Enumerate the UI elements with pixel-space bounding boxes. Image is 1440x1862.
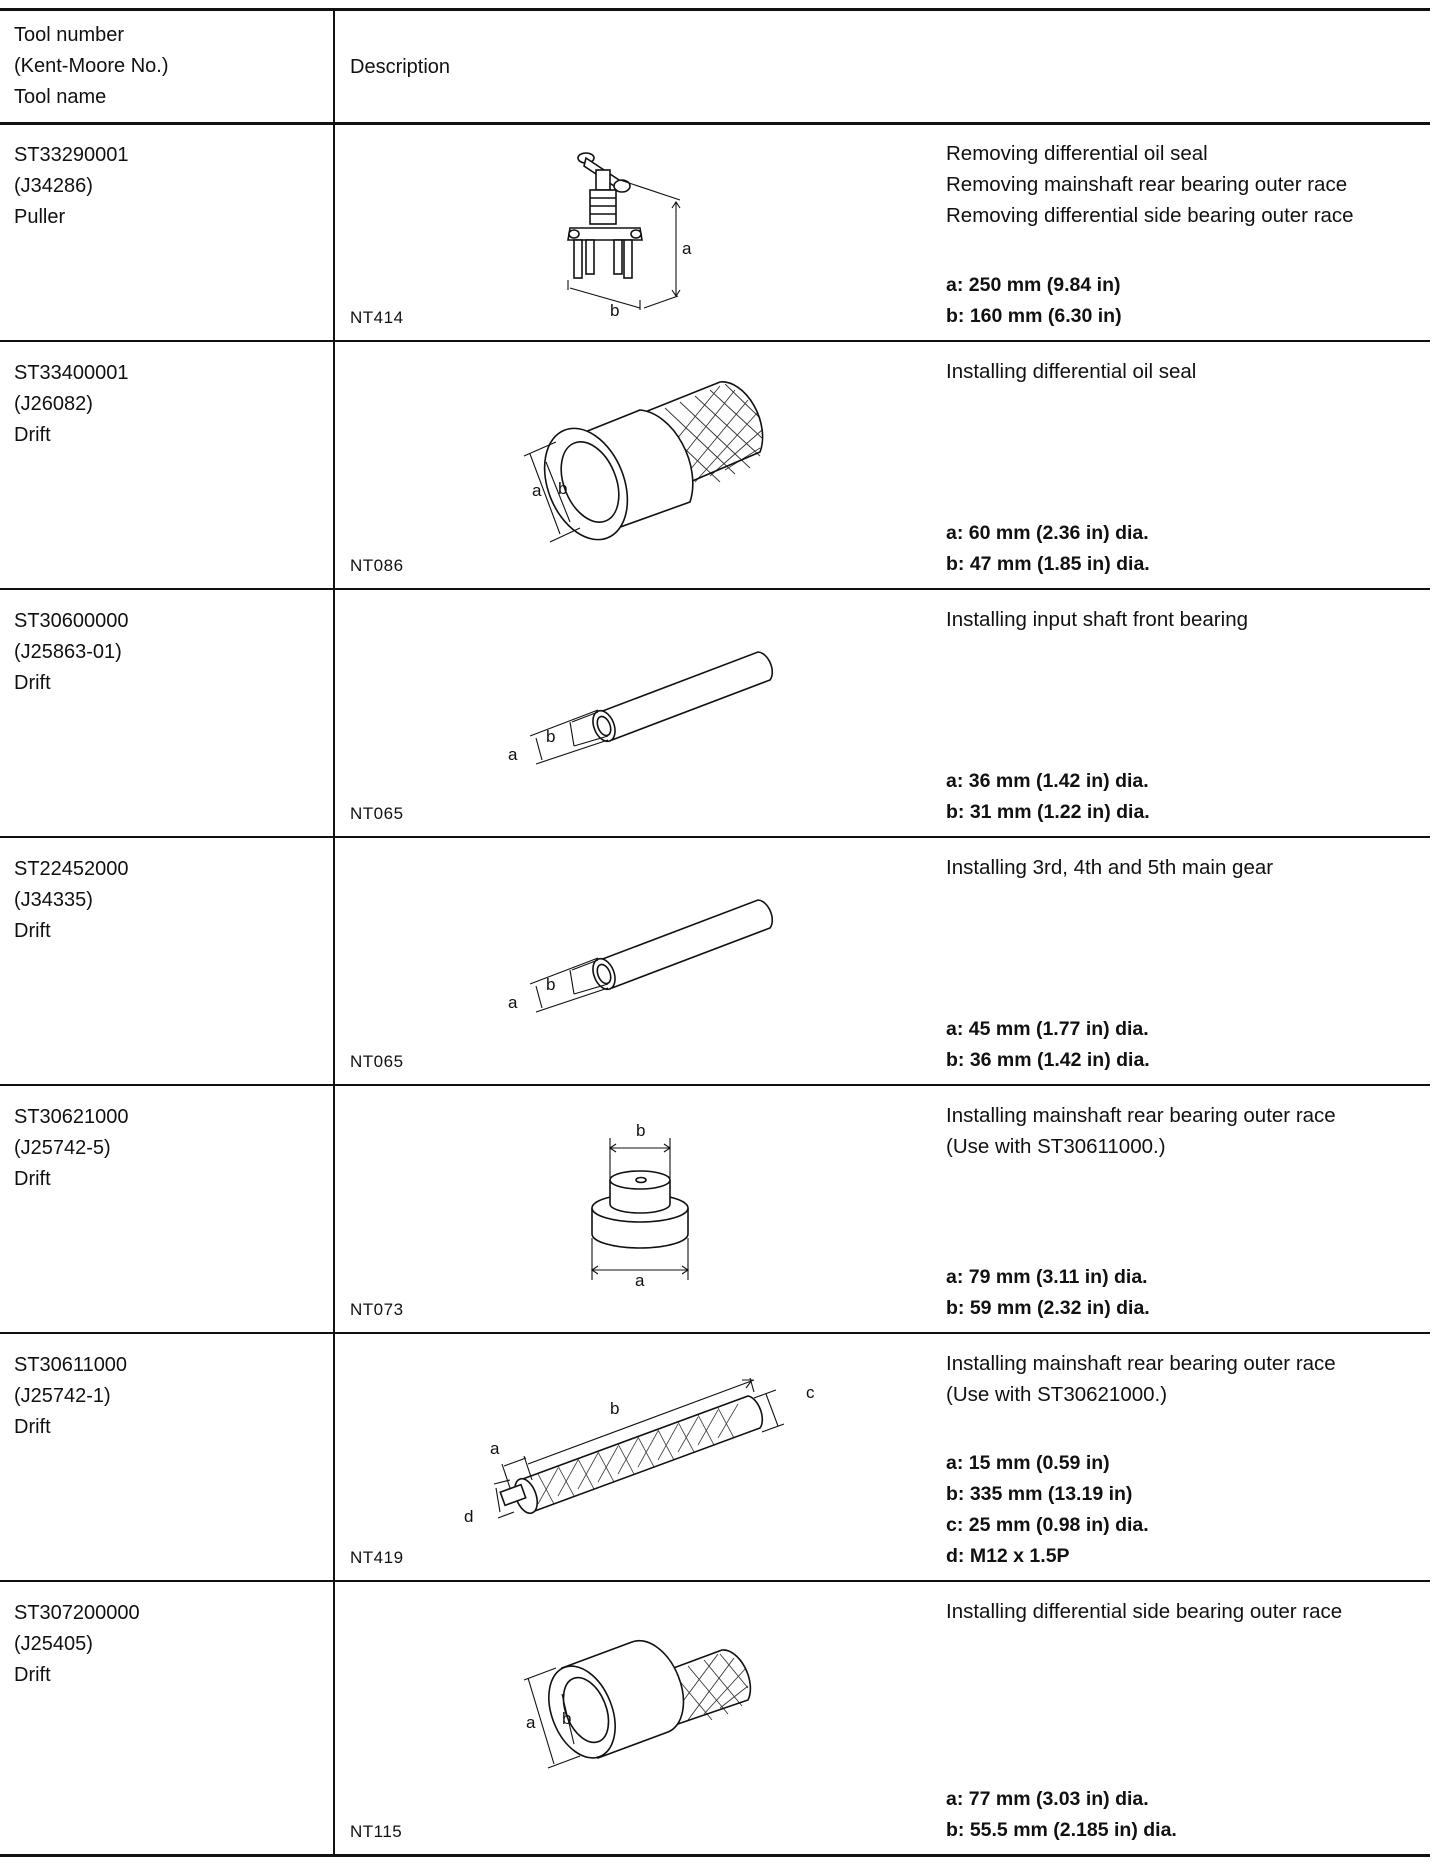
- kent-moore-number: (J34335): [14, 889, 93, 911]
- description-line: Removing differential side bearing outer race: [946, 204, 1354, 227]
- table-row: [0, 342, 1430, 590]
- description: [946, 852, 1426, 883]
- table-row: [0, 124, 1430, 342]
- tool-number: ST307200000: [14, 1602, 140, 1624]
- figure-label: a: [635, 1271, 645, 1290]
- tool-cell: [14, 1102, 129, 1195]
- spec-line: b: 55.5 mm (2.185 in) dia.: [946, 1819, 1177, 1841]
- description-line: Installing differential oil seal: [946, 360, 1197, 383]
- spec-line: b: 335 mm (13.19 in): [946, 1483, 1133, 1505]
- stepped-drift-icon: [580, 1108, 700, 1288]
- tool-cell: [14, 1350, 127, 1443]
- tool-number: ST33400001: [14, 362, 129, 384]
- description-line: (Use with ST30611000.): [946, 1135, 1166, 1158]
- tool-number: ST30621000: [14, 1106, 129, 1128]
- tool-name: Drift: [14, 1664, 51, 1686]
- dimension-specs: [946, 1448, 1149, 1572]
- figure-label: b: [546, 727, 556, 746]
- dimension-specs: [946, 1262, 1150, 1324]
- figure-label: b: [610, 301, 620, 320]
- figure-label: c: [806, 1383, 815, 1402]
- tool-number: ST30611000: [14, 1354, 128, 1376]
- drift-icon: [520, 372, 780, 542]
- table-row: [0, 1334, 1430, 1582]
- tool-number: ST30600000: [14, 610, 129, 632]
- header-description: Description: [350, 56, 451, 78]
- figure-label: d: [464, 1507, 474, 1526]
- tool-cell: [14, 854, 129, 947]
- figure-code: NT414: [350, 308, 404, 327]
- figure-label: a: [508, 745, 518, 764]
- figure-label: b: [610, 1399, 620, 1418]
- figure-label: a: [532, 481, 542, 500]
- table-top-rule: [0, 8, 1430, 11]
- tube-drift-icon: [500, 648, 780, 778]
- tool-name: Drift: [14, 1416, 51, 1438]
- header-tool-number: Tool number: [14, 24, 125, 46]
- spec-line: a: 45 mm (1.77 in) dia.: [946, 1018, 1149, 1040]
- description-line: Installing differential side bearing outer race: [946, 1600, 1343, 1623]
- figure-label: b: [546, 975, 556, 994]
- spec-line: b: 47 mm (1.85 in) dia.: [946, 553, 1150, 575]
- table-row: [0, 1086, 1430, 1334]
- table-bottom-rule: [0, 1854, 1430, 1857]
- knurled-bar-icon: [458, 1352, 838, 1526]
- spec-line: a: 15 mm (0.59 in): [946, 1452, 1110, 1474]
- tool-cell: [14, 140, 129, 233]
- tool-name: Puller: [14, 206, 66, 228]
- figure-label: a: [526, 1713, 536, 1732]
- kent-moore-number: (J25405): [14, 1633, 93, 1655]
- spec-line: b: 59 mm (2.32 in) dia.: [946, 1297, 1150, 1319]
- table-row: [0, 838, 1430, 1086]
- dimension-specs: [946, 518, 1150, 580]
- description-line: (Use with ST30621000.): [946, 1383, 1168, 1406]
- figure-label: b: [636, 1121, 646, 1140]
- description-line: Removing differential oil seal: [946, 142, 1208, 165]
- figure-code: NT115: [350, 1822, 403, 1841]
- description: [946, 138, 1426, 231]
- spec-line: a: 60 mm (2.36 in) dia.: [946, 522, 1149, 544]
- tool-name: Drift: [14, 672, 51, 694]
- spec-line: b: 160 mm (6.30 in): [946, 305, 1122, 327]
- figure-label: a: [490, 1439, 500, 1458]
- figure-code: NT073: [350, 1300, 404, 1319]
- description: [946, 604, 1426, 635]
- figure-label: b: [558, 479, 568, 498]
- kent-moore-number: (J34286): [14, 175, 93, 197]
- figure-code: NT086: [350, 556, 404, 575]
- tool-number: ST22452000: [14, 858, 129, 880]
- dimension-specs: [946, 1014, 1150, 1076]
- spec-line: b: 36 mm (1.42 in) dia.: [946, 1049, 1150, 1071]
- table-row: [0, 590, 1430, 838]
- description-line: Installing mainshaft rear bearing outer race: [946, 1352, 1336, 1375]
- description: [946, 1596, 1426, 1627]
- kent-moore-number: (J25742-1): [14, 1385, 111, 1407]
- spec-line: c: 25 mm (0.98 in) dia.: [946, 1514, 1149, 1536]
- spec-line: a: 250 mm (9.84 in): [946, 274, 1121, 296]
- figure-code: NT065: [350, 1052, 404, 1071]
- tool-cell: [14, 606, 129, 699]
- spec-line: a: 79 mm (3.11 in) dia.: [946, 1266, 1148, 1288]
- figure-label: a: [682, 239, 692, 258]
- puller-icon: [560, 148, 710, 348]
- description-line: Removing mainshaft rear bearing outer race: [946, 173, 1348, 196]
- drift-icon: [522, 1616, 762, 1776]
- dimension-specs: [946, 270, 1122, 332]
- header-kent-moore: (Kent-Moore No.): [14, 55, 169, 77]
- kent-moore-number: (J26082): [14, 393, 93, 415]
- description: [946, 356, 1426, 387]
- header-tool-name: Tool name: [14, 86, 107, 108]
- tube-drift-icon: [500, 896, 780, 1026]
- spec-line: d: M12 x 1.5P: [946, 1545, 1070, 1567]
- table-row: [0, 1582, 1430, 1856]
- description-line: Installing input shaft front bearing: [946, 608, 1248, 631]
- dimension-specs: [946, 766, 1150, 828]
- description-line: Installing 3rd, 4th and 5th main gear: [946, 856, 1274, 879]
- header-tool-column: [14, 20, 169, 113]
- figure-code: NT419: [350, 1548, 404, 1567]
- kent-moore-number: (J25742-5): [14, 1137, 111, 1159]
- tool-name: Drift: [14, 1168, 51, 1190]
- figure-label: b: [562, 1709, 572, 1728]
- spec-line: a: 77 mm (3.03 in) dia.: [946, 1788, 1149, 1810]
- tool-cell: [14, 358, 129, 451]
- tool-name: Drift: [14, 424, 51, 446]
- tool-number: ST33290001: [14, 144, 129, 166]
- tool-cell: [14, 1598, 140, 1691]
- figure-code: NT065: [350, 804, 404, 823]
- spec-line: a: 36 mm (1.42 in) dia.: [946, 770, 1149, 792]
- description-line: Installing mainshaft rear bearing outer race: [946, 1104, 1336, 1127]
- description: [946, 1348, 1426, 1410]
- tool-name: Drift: [14, 920, 51, 942]
- kent-moore-number: (J25863-01): [14, 641, 122, 663]
- spec-line: b: 31 mm (1.22 in) dia.: [946, 801, 1150, 823]
- description: [946, 1100, 1426, 1162]
- figure-label: a: [508, 993, 518, 1012]
- dimension-specs: [946, 1784, 1177, 1846]
